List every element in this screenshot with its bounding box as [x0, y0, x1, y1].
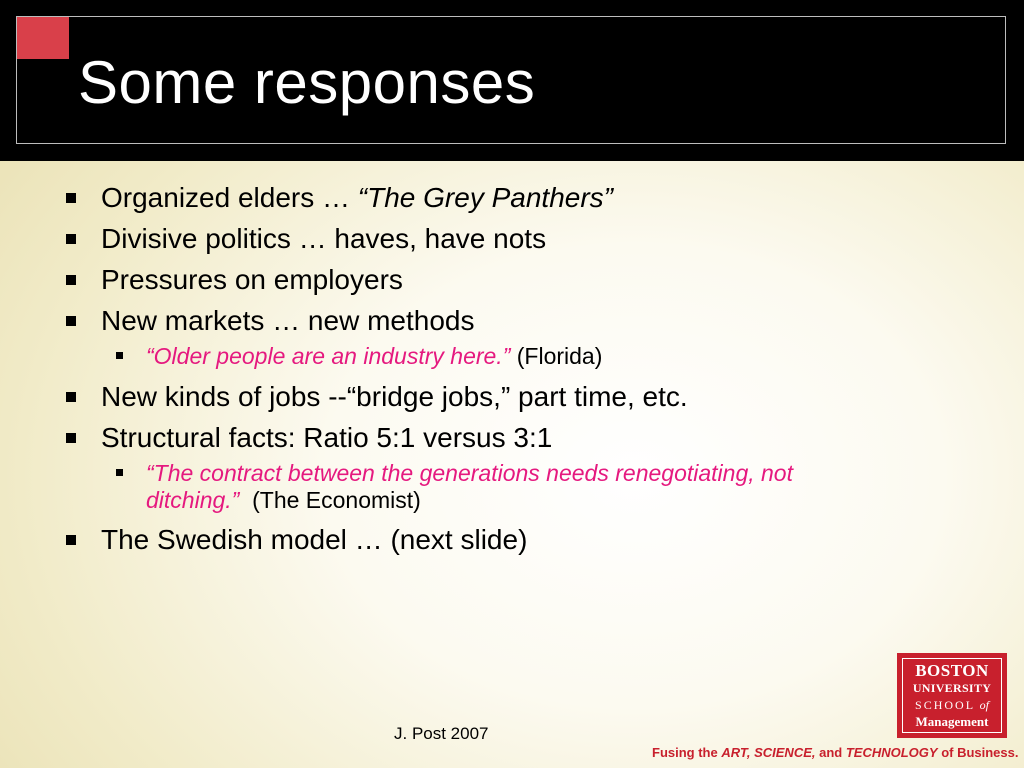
logo-line-school: SCHOOL of [915, 698, 989, 712]
boston-university-logo [897, 653, 1007, 738]
bullet-text: Organized elders … [101, 182, 358, 213]
slide-title: Some responses [78, 49, 536, 116]
accent-square [17, 17, 69, 59]
bullet-square-icon [66, 275, 76, 285]
bullet-square-icon [66, 433, 76, 443]
footer-tagline: Fusing the ART, SCIENCE, and TECHNOLOGY of Business. [652, 745, 1019, 760]
bullet-square-icon [66, 234, 76, 244]
sub-bullet-item [146, 460, 966, 514]
sub-bullet-square-icon [116, 469, 123, 476]
bullet-item: New markets … new methods [101, 305, 475, 336]
footer-author: J. Post 2007 [394, 724, 489, 743]
sub-bullet-quote: “Older people are an industry here.” [146, 343, 511, 369]
bullet-item: The Swedish model … (next slide) [101, 524, 528, 555]
logo-frame [902, 658, 1002, 733]
bullet-item: Structural facts: Ratio 5:1 versus 3:1 [101, 422, 553, 453]
bullet-item: New kinds of jobs --“bridge jobs,” part time, etc. [101, 381, 688, 412]
bullet-square-icon [66, 535, 76, 545]
bullet-quote: “The Grey Panthers” [357, 182, 613, 213]
bullet-square-icon [66, 193, 76, 203]
logo-line-university: UNIVERSITY [912, 681, 992, 695]
sub-bullet-quote-line: ditching.” [146, 487, 240, 513]
bullet-item: Pressures on employers [101, 264, 403, 295]
bullet-item [101, 182, 613, 214]
sub-bullet-quote-line: “The contract between the generations needs renegotiating, not [146, 460, 793, 486]
bullet-item: Divisive politics … haves, have nots [101, 223, 547, 254]
logo-line-boston: BOSTON [915, 661, 989, 680]
sub-bullet-source: (The Economist) [252, 487, 421, 513]
title-bar [0, 0, 1024, 161]
bullet-square-icon [66, 392, 76, 402]
sub-bullet-item [146, 343, 602, 370]
bullet-square-icon [66, 316, 76, 326]
sub-bullet-source: (Florida) [510, 343, 603, 369]
logo-line-management: Management [915, 714, 989, 729]
sub-bullet-square-icon [116, 352, 123, 359]
